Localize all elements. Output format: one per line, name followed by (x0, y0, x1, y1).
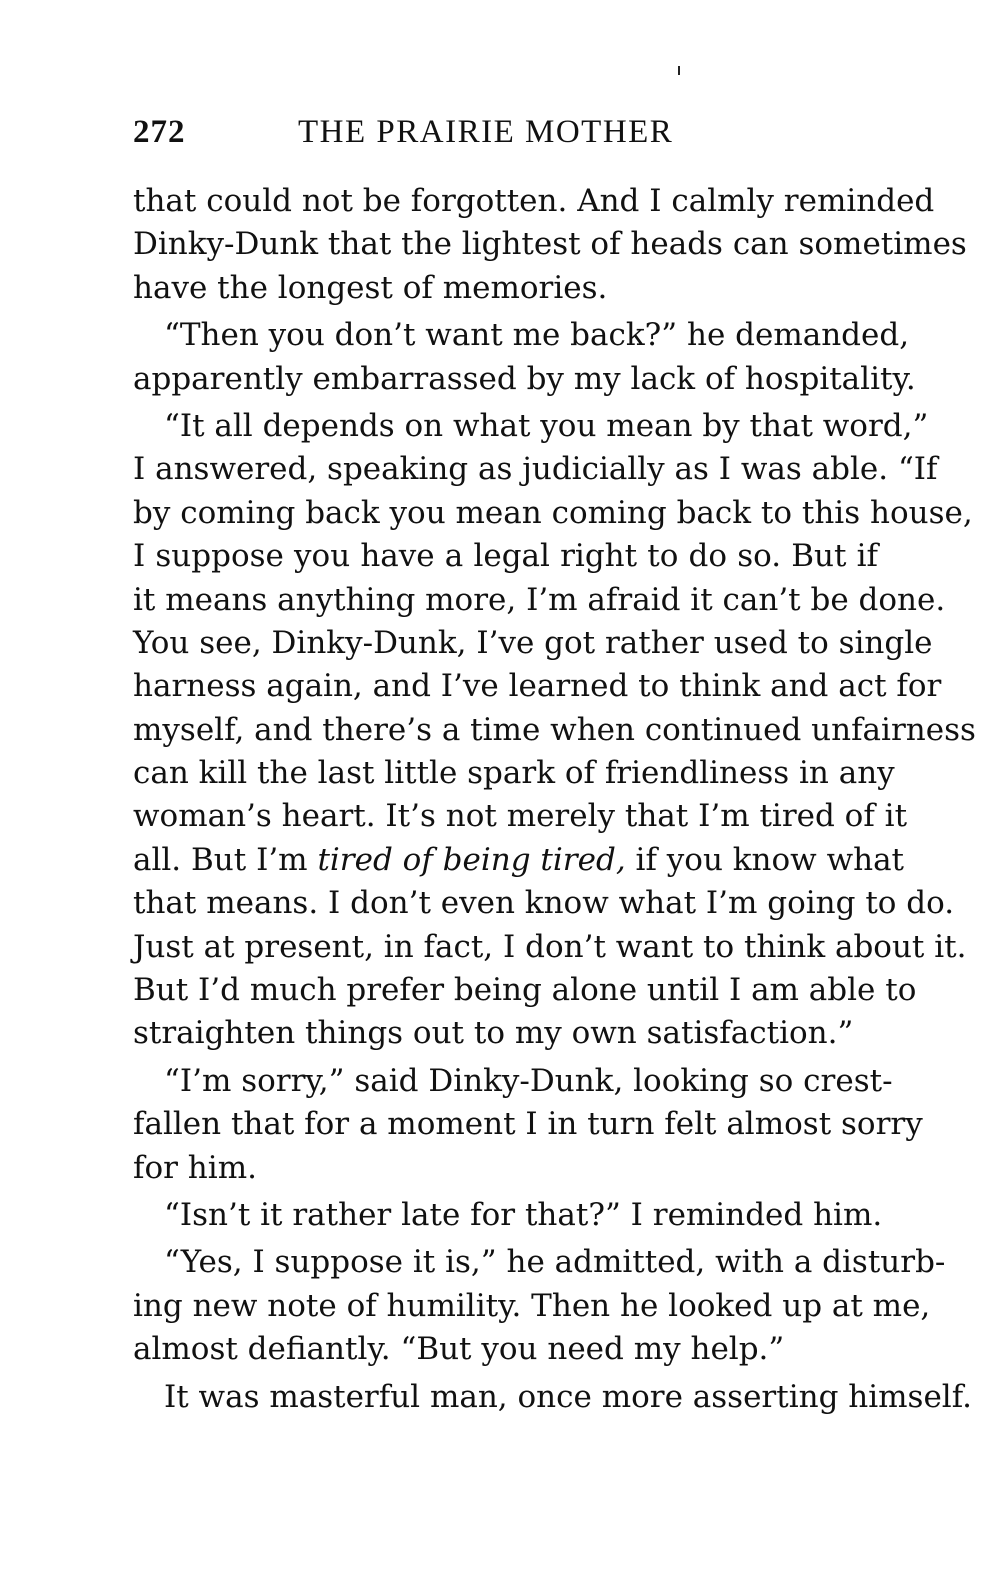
text-line: harness again, and I’ve learned to think and act for (133, 668, 942, 705)
text-line: “I’m sorry,” said Dinky-Dunk, looking so crest- (164, 1062, 893, 1099)
text-line: for him. (133, 1149, 257, 1186)
text-line: have the longest of memories. (133, 269, 608, 306)
text-line: I suppose you have a legal right to do so. But if (133, 538, 878, 575)
body-text (133, 180, 976, 1419)
text-segment: if you know what (625, 841, 905, 878)
text-line: You see, Dinky-Dunk, I’ve got rather used to single (133, 624, 933, 661)
page-number: 272 (133, 114, 186, 150)
text-line: But I’d much prefer being alone until I am able to (133, 972, 917, 1009)
text-line-with-italic (133, 839, 905, 882)
text-line: “Isn’t it rather late for that?” I reminded him. (164, 1196, 883, 1233)
text-line: that means. I don’t even know what I’m going to do. (133, 885, 955, 922)
text-line: woman’s heart. It’s not merely that I’m tired of it (133, 798, 908, 835)
text-line: ing new note of humility. Then he looked up at me, (133, 1287, 931, 1324)
text-line: I answered, speaking as judicially as I was able. “If (133, 451, 938, 488)
text-line: Dinky-Dunk that the lightest of heads can sometimes (133, 226, 967, 263)
text-line: that could not be forgotten. And I calmly reminded (133, 183, 935, 219)
text-line: “Then you don’t want me back?” he demanded, (164, 317, 910, 354)
italic-emphasis: tired of being tired, (317, 841, 626, 878)
text-segment: all. But I’m (133, 841, 318, 878)
running-title: THE PRAIRIE MOTHER (298, 114, 674, 150)
text-line: “It all depends on what you mean by that word,” (164, 407, 929, 444)
text-line: Just at present, in fact, I don’t want to think about it. (133, 928, 967, 965)
text-line: apparently embarrassed by my lack of hospitality. (133, 360, 916, 397)
text-line: almost defiantly. “But you need my help.” (133, 1331, 785, 1368)
text-line: It was masterful man, once more asserting himself. (164, 1378, 972, 1415)
text-line: “Yes, I suppose it is,” he admitted, with a disturb- (164, 1244, 946, 1281)
text-line: it means anything more, I’m afraid it can’t be done. (133, 581, 946, 618)
text-line: straighten things out to my own satisfaction.” (133, 1015, 854, 1052)
text-line: fallen that for a moment I in turn felt almost sorry (133, 1106, 923, 1143)
running-header (133, 110, 878, 154)
text-line: can kill the last little spark of friendliness in any (133, 755, 895, 792)
text-line: by coming back you mean coming back to this house, (133, 494, 973, 531)
text-line: myself, and there’s a time when continued unfairness (133, 711, 976, 748)
print-speck (678, 66, 680, 75)
